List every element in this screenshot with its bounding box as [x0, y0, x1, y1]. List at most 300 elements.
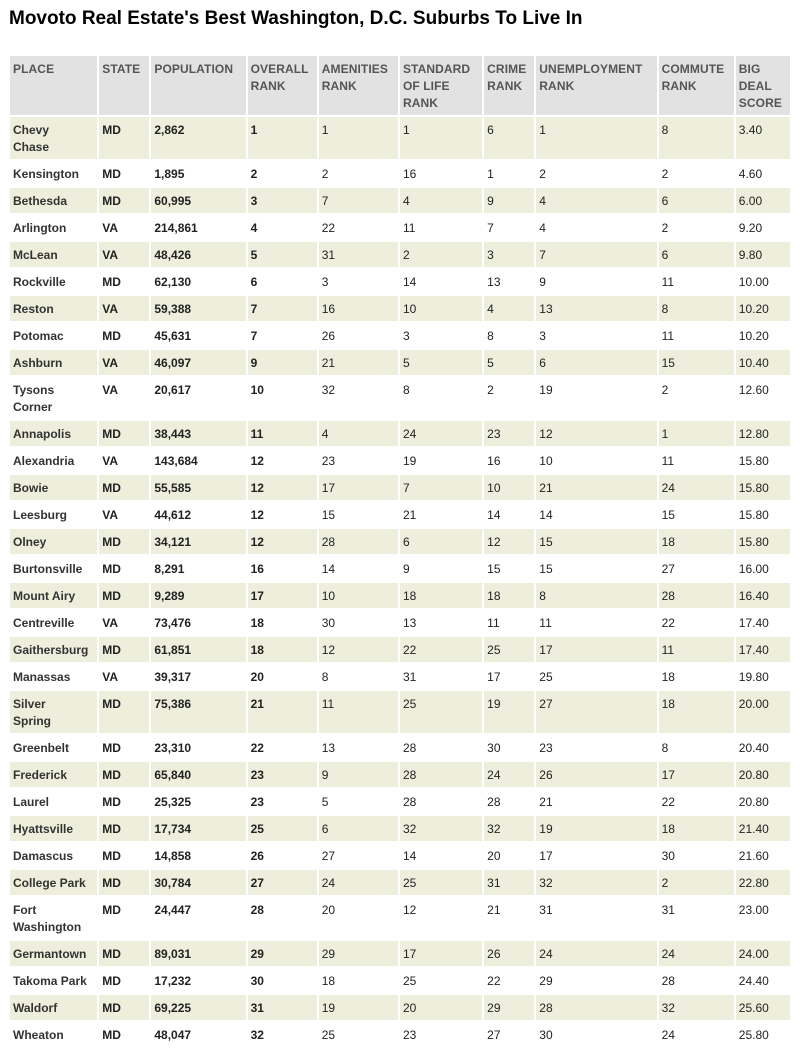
crime-cell: 17 — [484, 664, 534, 689]
place-cell — [10, 188, 97, 213]
standard-cell: 22 — [400, 637, 482, 662]
place-cell — [10, 161, 97, 186]
standard-cell: 5 — [400, 350, 482, 375]
table-row — [10, 188, 790, 213]
commute-cell: 30 — [659, 843, 734, 868]
amenities-cell: 6 — [319, 816, 398, 841]
crime-cell: 1 — [484, 161, 534, 186]
table-row — [10, 941, 790, 966]
place-cell — [10, 502, 97, 527]
unemployment-cell: 11 — [536, 610, 656, 635]
commute-cell: 8 — [659, 117, 734, 159]
crime-cell: 18 — [484, 583, 534, 608]
state-cell: VA — [99, 664, 149, 689]
column-header-text: PLACE — [13, 62, 55, 76]
place-cell — [10, 377, 97, 419]
place-cell — [10, 789, 97, 814]
unemployment-cell: 15 — [536, 529, 656, 554]
column-header-text: BIG — [738, 62, 761, 76]
overall-cell: 12 — [248, 529, 317, 554]
amenities-cell: 19 — [319, 995, 398, 1020]
population-cell: 1,895 — [151, 161, 245, 186]
state-cell: MD — [99, 421, 149, 446]
standard-cell: 28 — [400, 789, 482, 814]
standard-cell: 11 — [400, 215, 482, 240]
column-header-unemployment-rank — [536, 56, 656, 115]
table-row — [10, 691, 790, 733]
population-cell: 17,734 — [151, 816, 245, 841]
place-cell — [10, 350, 97, 375]
crime-cell: 29 — [484, 995, 534, 1020]
standard-cell: 14 — [400, 843, 482, 868]
table-row — [10, 816, 790, 841]
unemployment-cell: 4 — [536, 215, 656, 240]
crime-cell: 27 — [484, 1022, 534, 1047]
score-cell: 12.80 — [736, 421, 790, 446]
overall-cell: 20 — [248, 664, 317, 689]
column-header-text: RANK — [250, 79, 286, 93]
overall-cell: 23 — [248, 789, 317, 814]
place-name: Chevy — [13, 123, 50, 137]
column-header-text: STANDARD — [402, 62, 471, 76]
place-cell — [10, 968, 97, 993]
place-cell — [10, 475, 97, 500]
state-cell: MD — [99, 995, 149, 1020]
place-cell — [10, 421, 97, 446]
amenities-cell: 9 — [319, 762, 398, 787]
place-name: Damascus — [13, 849, 74, 863]
crime-cell: 6 — [484, 117, 534, 159]
amenities-cell: 3 — [319, 269, 398, 294]
overall-cell: 12 — [248, 475, 317, 500]
column-header-text: RANK — [487, 79, 523, 93]
standard-cell: 28 — [400, 762, 482, 787]
state-cell: MD — [99, 897, 149, 939]
table-row — [10, 610, 790, 635]
commute-cell: 18 — [659, 816, 734, 841]
population-cell: 55,585 — [151, 475, 245, 500]
unemployment-cell: 9 — [536, 269, 656, 294]
overall-cell: 12 — [248, 448, 317, 473]
crime-cell: 21 — [484, 897, 534, 939]
table-row — [10, 735, 790, 760]
amenities-cell: 4 — [319, 421, 398, 446]
column-header-crime-rank — [484, 56, 534, 115]
standard-cell: 28 — [400, 735, 482, 760]
score-cell: 10.00 — [736, 269, 790, 294]
amenities-cell: 27 — [319, 843, 398, 868]
crime-cell: 15 — [484, 556, 534, 581]
column-header-text: COMMUTE — [661, 62, 725, 76]
table-body — [10, 117, 790, 1047]
score-cell: 15.80 — [736, 529, 790, 554]
place-name: Centreville — [13, 616, 75, 630]
commute-cell: 18 — [659, 691, 734, 733]
overall-cell: 10 — [248, 377, 317, 419]
overall-cell: 7 — [248, 323, 317, 348]
place-name: Greenbelt — [13, 741, 70, 755]
population-cell: 73,476 — [151, 610, 245, 635]
population-cell: 30,784 — [151, 870, 245, 895]
table-row — [10, 843, 790, 868]
place-cell — [10, 296, 97, 321]
place-cell — [10, 1022, 97, 1047]
overall-cell: 11 — [248, 421, 317, 446]
table-row — [10, 117, 790, 159]
commute-cell: 2 — [659, 870, 734, 895]
crime-cell: 2 — [484, 377, 534, 419]
amenities-cell: 20 — [319, 897, 398, 939]
place-name: Arlington — [13, 221, 67, 235]
overall-cell: 2 — [248, 161, 317, 186]
unemployment-cell: 24 — [536, 941, 656, 966]
overall-cell: 28 — [248, 897, 317, 939]
score-cell: 15.80 — [736, 448, 790, 473]
commute-cell: 8 — [659, 735, 734, 760]
commute-cell: 24 — [659, 475, 734, 500]
score-cell: 15.80 — [736, 475, 790, 500]
place-name: Ashburn — [13, 356, 63, 370]
place-name: Fort — [13, 903, 37, 917]
place-cell — [10, 556, 97, 581]
unemployment-cell: 26 — [536, 762, 656, 787]
unemployment-cell: 27 — [536, 691, 656, 733]
amenities-cell: 12 — [319, 637, 398, 662]
place-cell — [10, 215, 97, 240]
place-name: Waldorf — [13, 1001, 58, 1015]
crime-cell: 22 — [484, 968, 534, 993]
population-cell: 14,858 — [151, 843, 245, 868]
crime-cell: 24 — [484, 762, 534, 787]
standard-cell: 17 — [400, 941, 482, 966]
place-name: Annapolis — [13, 427, 72, 441]
crime-cell: 16 — [484, 448, 534, 473]
state-cell: MD — [99, 117, 149, 159]
state-cell: VA — [99, 215, 149, 240]
score-cell: 9.80 — [736, 242, 790, 267]
overall-cell: 26 — [248, 843, 317, 868]
score-cell: 22.80 — [736, 870, 790, 895]
commute-cell: 22 — [659, 610, 734, 635]
unemployment-cell: 17 — [536, 843, 656, 868]
score-cell: 25.60 — [736, 995, 790, 1020]
commute-cell: 18 — [659, 664, 734, 689]
overall-cell: 9 — [248, 350, 317, 375]
commute-cell: 24 — [659, 1022, 734, 1047]
standard-cell: 19 — [400, 448, 482, 473]
state-cell: MD — [99, 735, 149, 760]
page-title: Movoto Real Estate's Best Washington, D.C. Suburbs To Live In — [9, 8, 583, 29]
amenities-cell: 8 — [319, 664, 398, 689]
table-row — [10, 377, 790, 419]
place-name: Bowie — [13, 481, 49, 495]
place-name: Frederick — [13, 768, 68, 782]
population-cell: 23,310 — [151, 735, 245, 760]
standard-cell: 6 — [400, 529, 482, 554]
commute-cell: 31 — [659, 897, 734, 939]
unemployment-cell: 19 — [536, 377, 656, 419]
population-cell: 17,232 — [151, 968, 245, 993]
crime-cell: 4 — [484, 296, 534, 321]
standard-cell: 25 — [400, 691, 482, 733]
crime-cell: 14 — [484, 502, 534, 527]
unemployment-cell: 10 — [536, 448, 656, 473]
state-cell: MD — [99, 691, 149, 733]
amenities-cell: 21 — [319, 350, 398, 375]
state-cell: MD — [99, 583, 149, 608]
place-cell — [10, 242, 97, 267]
column-header-text: DEAL — [738, 79, 772, 93]
score-cell: 16.40 — [736, 583, 790, 608]
commute-cell: 28 — [659, 968, 734, 993]
state-cell: MD — [99, 269, 149, 294]
overall-cell: 31 — [248, 995, 317, 1020]
standard-cell: 1 — [400, 117, 482, 159]
place-cell — [10, 816, 97, 841]
table-row — [10, 242, 790, 267]
score-cell: 15.80 — [736, 502, 790, 527]
table-row — [10, 762, 790, 787]
place-cell — [10, 691, 97, 733]
unemployment-cell: 14 — [536, 502, 656, 527]
standard-cell: 25 — [400, 870, 482, 895]
column-header-text: RANK — [539, 79, 575, 93]
place-cell — [10, 529, 97, 554]
place-cell — [10, 610, 97, 635]
column-header-text: POPULATION — [154, 62, 234, 76]
unemployment-cell: 6 — [536, 350, 656, 375]
table-row — [10, 1022, 790, 1047]
place-name: Hyattsville — [13, 822, 74, 836]
score-cell: 9.20 — [736, 215, 790, 240]
crime-cell: 12 — [484, 529, 534, 554]
standard-cell: 2 — [400, 242, 482, 267]
commute-cell: 18 — [659, 529, 734, 554]
amenities-cell: 32 — [319, 377, 398, 419]
crime-cell: 28 — [484, 789, 534, 814]
commute-cell: 2 — [659, 215, 734, 240]
place-name: Gaithersburg — [13, 643, 89, 657]
standard-cell: 4 — [400, 188, 482, 213]
amenities-cell: 17 — [319, 475, 398, 500]
amenities-cell: 18 — [319, 968, 398, 993]
population-cell: 20,617 — [151, 377, 245, 419]
unemployment-cell: 29 — [536, 968, 656, 993]
population-cell: 62,130 — [151, 269, 245, 294]
place-cell — [10, 269, 97, 294]
standard-cell: 3 — [400, 323, 482, 348]
place-cell — [10, 664, 97, 689]
overall-cell: 12 — [248, 502, 317, 527]
place-name-continued: Corner — [13, 400, 53, 414]
standard-cell: 8 — [400, 377, 482, 419]
table-row — [10, 502, 790, 527]
column-header-amenities-rank — [319, 56, 398, 115]
population-cell: 39,317 — [151, 664, 245, 689]
column-header-text: RANK — [402, 96, 439, 110]
amenities-cell: 5 — [319, 789, 398, 814]
score-cell: 20.80 — [736, 762, 790, 787]
unemployment-cell: 15 — [536, 556, 656, 581]
commute-cell: 22 — [659, 789, 734, 814]
standard-cell: 18 — [400, 583, 482, 608]
standard-cell: 23 — [400, 1022, 482, 1047]
commute-cell: 15 — [659, 350, 734, 375]
commute-cell: 11 — [659, 323, 734, 348]
table-row — [10, 870, 790, 895]
standard-cell: 31 — [400, 664, 482, 689]
state-cell: MD — [99, 816, 149, 841]
score-cell: 20.40 — [736, 735, 790, 760]
score-cell: 24.40 — [736, 968, 790, 993]
amenities-cell: 7 — [319, 188, 398, 213]
overall-cell: 4 — [248, 215, 317, 240]
score-cell: 4.60 — [736, 161, 790, 186]
column-header-text: OVERALL — [250, 62, 309, 76]
unemployment-cell: 23 — [536, 735, 656, 760]
amenities-cell: 15 — [319, 502, 398, 527]
standard-cell: 32 — [400, 816, 482, 841]
table-row — [10, 350, 790, 375]
state-cell: VA — [99, 610, 149, 635]
crime-cell: 7 — [484, 215, 534, 240]
population-cell: 60,995 — [151, 188, 245, 213]
state-cell: MD — [99, 323, 149, 348]
population-cell: 34,121 — [151, 529, 245, 554]
standard-cell: 25 — [400, 968, 482, 993]
overall-cell: 5 — [248, 242, 317, 267]
column-header-place — [10, 56, 97, 115]
table-row — [10, 475, 790, 500]
suburb-ranking-table — [8, 54, 792, 1049]
place-name: Tysons — [13, 383, 55, 397]
table-row — [10, 968, 790, 993]
unemployment-cell: 12 — [536, 421, 656, 446]
amenities-cell: 23 — [319, 448, 398, 473]
overall-cell: 30 — [248, 968, 317, 993]
population-cell: 59,388 — [151, 296, 245, 321]
column-header-text: AMENITIES — [321, 62, 388, 76]
place-name: Bethesda — [13, 194, 68, 208]
amenities-cell: 26 — [319, 323, 398, 348]
state-cell: MD — [99, 188, 149, 213]
overall-cell: 22 — [248, 735, 317, 760]
column-header-text: UNEMPLOYMENT — [539, 62, 643, 76]
column-header-text: RANK — [661, 79, 697, 93]
table-row — [10, 323, 790, 348]
amenities-cell: 25 — [319, 1022, 398, 1047]
population-cell: 48,047 — [151, 1022, 245, 1047]
column-header-overall-rank — [248, 56, 317, 115]
score-cell: 21.60 — [736, 843, 790, 868]
crime-cell: 23 — [484, 421, 534, 446]
amenities-cell: 1 — [319, 117, 398, 159]
place-cell — [10, 583, 97, 608]
place-cell — [10, 323, 97, 348]
amenities-cell: 14 — [319, 556, 398, 581]
overall-cell: 16 — [248, 556, 317, 581]
column-header-text: OF LIFE — [402, 79, 450, 93]
score-cell: 3.40 — [736, 117, 790, 159]
amenities-cell: 31 — [319, 242, 398, 267]
crime-cell: 30 — [484, 735, 534, 760]
place-name: Kensington — [13, 167, 79, 181]
place-name-continued: Spring — [13, 714, 51, 728]
population-cell: 75,386 — [151, 691, 245, 733]
overall-cell: 18 — [248, 637, 317, 662]
standard-cell: 16 — [400, 161, 482, 186]
state-cell: MD — [99, 968, 149, 993]
commute-cell: 6 — [659, 188, 734, 213]
table-row — [10, 995, 790, 1020]
place-name: College Park — [13, 876, 86, 890]
score-cell: 23.00 — [736, 897, 790, 939]
state-cell: MD — [99, 637, 149, 662]
commute-cell: 11 — [659, 448, 734, 473]
amenities-cell: 2 — [319, 161, 398, 186]
unemployment-cell: 2 — [536, 161, 656, 186]
score-cell: 20.00 — [736, 691, 790, 733]
column-header-text: RANK — [321, 79, 357, 93]
state-cell: VA — [99, 350, 149, 375]
place-cell — [10, 448, 97, 473]
table-row — [10, 161, 790, 186]
amenities-cell: 16 — [319, 296, 398, 321]
amenities-cell: 29 — [319, 941, 398, 966]
standard-cell: 24 — [400, 421, 482, 446]
unemployment-cell: 25 — [536, 664, 656, 689]
place-name: Leesburg — [13, 508, 68, 522]
commute-cell: 2 — [659, 377, 734, 419]
place-name: Burtonsville — [13, 562, 83, 576]
state-cell: MD — [99, 161, 149, 186]
place-cell — [10, 870, 97, 895]
unemployment-cell: 3 — [536, 323, 656, 348]
place-name-continued: Chase — [13, 140, 50, 154]
table-row — [10, 448, 790, 473]
place-cell — [10, 897, 97, 939]
state-cell: VA — [99, 377, 149, 419]
state-cell: VA — [99, 502, 149, 527]
overall-cell: 21 — [248, 691, 317, 733]
commute-cell: 32 — [659, 995, 734, 1020]
unemployment-cell: 7 — [536, 242, 656, 267]
unemployment-cell: 8 — [536, 583, 656, 608]
standard-cell: 13 — [400, 610, 482, 635]
standard-cell: 7 — [400, 475, 482, 500]
score-cell: 17.40 — [736, 637, 790, 662]
overall-cell: 6 — [248, 269, 317, 294]
unemployment-cell: 28 — [536, 995, 656, 1020]
place-name: Olney — [13, 535, 47, 549]
place-name: Potomac — [13, 329, 64, 343]
overall-cell: 29 — [248, 941, 317, 966]
standard-cell: 14 — [400, 269, 482, 294]
column-header-state — [99, 56, 149, 115]
column-header-commute-rank — [659, 56, 734, 115]
standard-cell: 12 — [400, 897, 482, 939]
commute-cell: 11 — [659, 637, 734, 662]
population-cell: 143,684 — [151, 448, 245, 473]
overall-cell: 23 — [248, 762, 317, 787]
score-cell: 10.20 — [736, 296, 790, 321]
commute-cell: 2 — [659, 161, 734, 186]
population-cell: 8,291 — [151, 556, 245, 581]
crime-cell: 26 — [484, 941, 534, 966]
state-cell: VA — [99, 242, 149, 267]
population-cell: 48,426 — [151, 242, 245, 267]
table-row — [10, 637, 790, 662]
